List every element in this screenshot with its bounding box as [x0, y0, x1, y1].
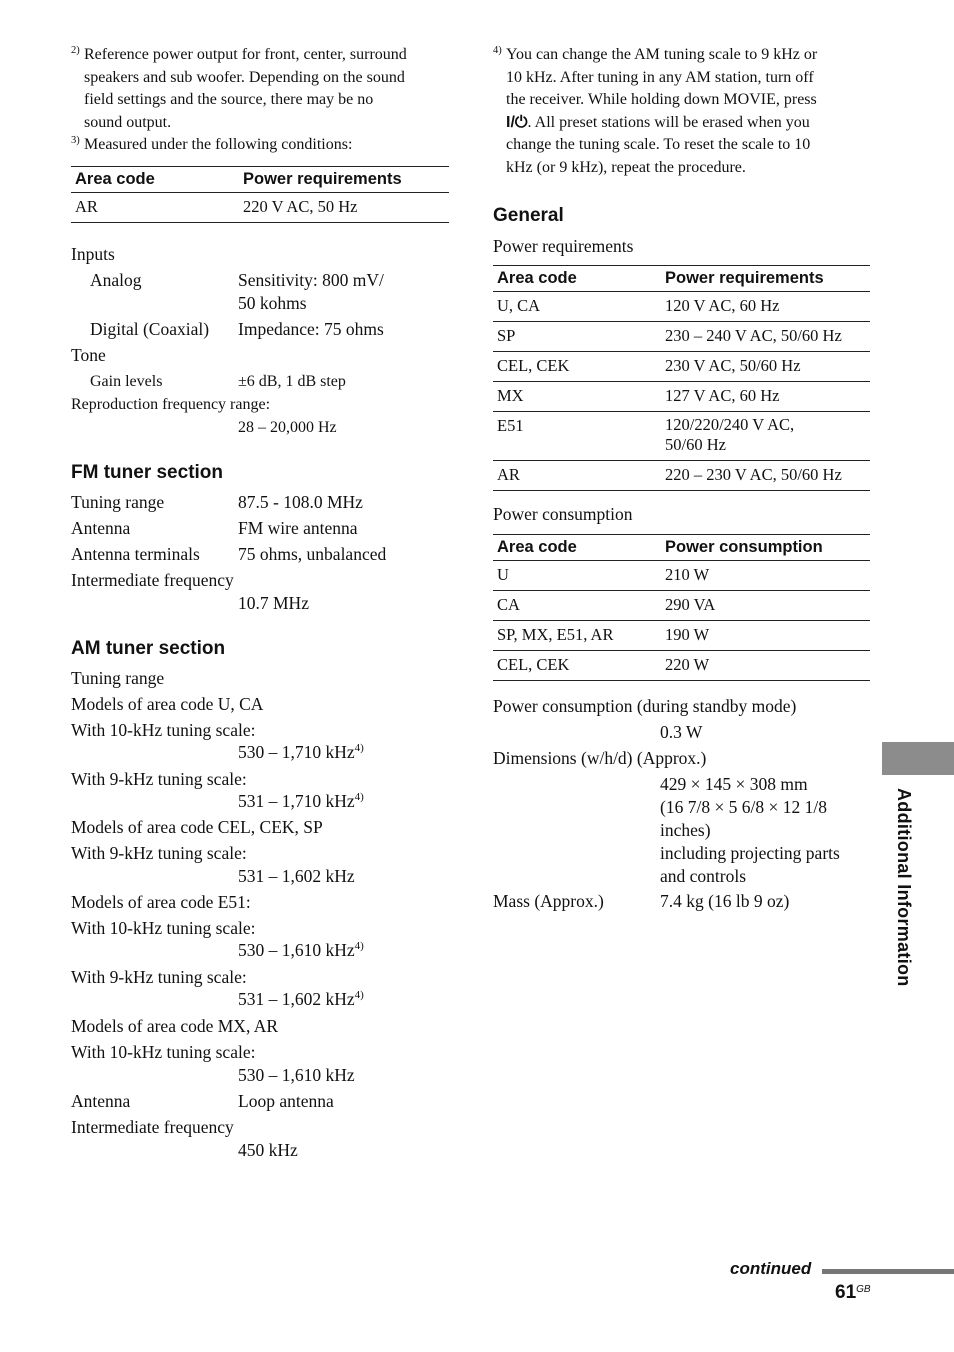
- dims-label: Dimensions (w/h/d) (Approx.): [493, 748, 707, 768]
- spec-value: Impedance: 75 ohms: [238, 319, 384, 339]
- table-cell: MX: [493, 382, 661, 412]
- table-cell: 220 V AC, 50 Hz: [239, 193, 449, 223]
- spec-value: and controls: [660, 866, 747, 886]
- table-row: [493, 382, 870, 412]
- page-number-value: 61: [835, 1282, 857, 1303]
- spec-value: 87.5 - 108.0 MHz: [238, 492, 363, 512]
- spec-value: Sensitivity: 800 mV/: [238, 270, 384, 290]
- am-if-label: Intermediate frequency: [71, 1117, 234, 1137]
- spec-value: 530 – 1,610 kHz: [238, 1065, 355, 1085]
- spec-digital: [71, 318, 449, 341]
- spec-value: 0.3 W: [660, 722, 703, 742]
- spec-label: Antenna terminals: [71, 544, 200, 564]
- table-header: Power consumption: [661, 535, 870, 561]
- spec-value: inches): [660, 820, 711, 840]
- table-row: [493, 461, 870, 491]
- general-heading: General: [493, 205, 564, 226]
- footnote-2-line: speakers and sub woofer. Depending on the sound: [84, 68, 405, 86]
- power-cons-label: Power consumption: [493, 504, 633, 524]
- am-models-cel: Models of area code CEL, CEK, SP: [71, 817, 323, 837]
- footnote-4-text: . All preset stations will be erased when you: [527, 113, 810, 131]
- footnote-ref: 4): [354, 791, 364, 803]
- table-cell: CA: [493, 591, 661, 621]
- footnote-3-text: Measured under the following conditions:: [84, 136, 353, 153]
- standby-label: Power consumption (during standby mode): [493, 696, 797, 716]
- table-cell: E51: [493, 412, 661, 461]
- footnote-ref: 4): [354, 742, 364, 754]
- power-button-icon: I/⏻: [506, 113, 528, 131]
- footnote-2-line: field settings and the source, there may be no: [84, 91, 374, 108]
- table-row: [493, 651, 870, 681]
- table-cell: 120 V AC, 60 Hz: [661, 292, 870, 322]
- spec-analog: [71, 269, 449, 292]
- spec-label: Mass (Approx.): [493, 891, 604, 911]
- footnote-ref: 4): [354, 989, 364, 1001]
- table-cell: U, CA: [493, 292, 661, 322]
- table-cell: 120/220/240 V AC, 50/60 Hz: [661, 412, 870, 461]
- spec-am-antenna: [71, 1090, 449, 1113]
- spec-mass: [493, 890, 870, 913]
- table-cell: U: [493, 561, 661, 591]
- footnote-3: [71, 134, 462, 157]
- am-scale-label: With 10-kHz tuning scale:: [71, 720, 256, 740]
- table-row: [493, 322, 870, 352]
- page-number: [835, 1282, 871, 1304]
- spec-label: Digital (Coaxial): [90, 319, 210, 339]
- am-scale-label: With 9-kHz tuning scale:: [71, 967, 247, 987]
- footnote-4-line: kHz (or 9 kHz), repeat the procedure.: [506, 158, 746, 176]
- footnote-4-line-with-icon: [506, 112, 883, 135]
- table-cell: 220 W: [661, 651, 870, 681]
- table-header: Area code: [493, 535, 661, 561]
- spec-label: Tuning range: [71, 492, 165, 512]
- spec-fm-tuning: [71, 491, 449, 514]
- am-models-uca: Models of area code U, CA: [71, 694, 264, 714]
- table-cell: 230 V AC, 50/60 Hz: [661, 352, 870, 382]
- page-suffix: GB: [856, 1284, 871, 1295]
- inputs-label: Inputs: [71, 244, 115, 264]
- table-cell: SP, MX, E51, AR: [493, 621, 661, 651]
- table-cell: CEL, CEK: [493, 651, 661, 681]
- footnote-4-line: change the tuning scale. To reset the scale to 10: [506, 136, 811, 153]
- footnote-4-line: You can change the AM tuning scale to 9 kHz or: [506, 46, 818, 63]
- section-side-label: Additional Information: [894, 788, 914, 987]
- spec-value: 530 – 1,610 kHz: [238, 940, 355, 960]
- continued-label: continued: [730, 1259, 812, 1278]
- power-cons-table: [493, 534, 870, 681]
- am-tuning-label: Tuning range: [71, 668, 165, 688]
- spec-value: 28 – 20,000 Hz: [238, 419, 337, 436]
- table-row: [71, 193, 449, 223]
- spec-gain: [71, 370, 449, 393]
- spec-label: Analog: [90, 270, 142, 290]
- table-cell: SP: [493, 322, 661, 352]
- tone-label: Tone: [71, 345, 106, 365]
- fm-if-label: Intermediate frequency: [71, 570, 234, 590]
- table-header: Area code: [71, 167, 239, 193]
- table-cell: 210 W: [661, 561, 870, 591]
- table-cell: AR: [493, 461, 661, 491]
- spec-label: Antenna: [71, 1091, 131, 1111]
- table-header: Power requirements: [239, 167, 449, 193]
- spec-value: 531 – 1,710 kHz: [238, 791, 355, 811]
- spec-value: 50 kohms: [238, 293, 307, 313]
- table-row: [493, 352, 870, 382]
- spec-value: 75 ohms, unbalanced: [238, 544, 387, 564]
- table-row: [493, 591, 870, 621]
- table-row: [493, 621, 870, 651]
- am-models-e51: Models of area code E51:: [71, 892, 251, 912]
- spec-fm-terminals: [71, 543, 449, 566]
- am-heading: AM tuner section: [71, 638, 226, 659]
- am-scale-label: With 9-kHz tuning scale:: [71, 769, 247, 789]
- spec-value: FM wire antenna: [238, 518, 358, 538]
- footnote-2-line: Reference power output for front, center, surround: [84, 46, 407, 63]
- table-row: [493, 412, 870, 461]
- spec-label: Antenna: [71, 518, 131, 538]
- am-scale-label: With 10-kHz tuning scale:: [71, 1042, 256, 1062]
- fm-heading: FM tuner section: [71, 462, 224, 483]
- am-scale-label: With 10-kHz tuning scale:: [71, 918, 256, 938]
- footnote-ref: 4): [354, 940, 364, 952]
- footnote-4-line: the receiver. While holding down MOVIE, press: [506, 91, 817, 108]
- spec-value: including projecting parts: [660, 843, 840, 863]
- footnote-4-mark: 4): [493, 45, 502, 56]
- spec-value: Loop antenna: [238, 1091, 334, 1111]
- footnote-3-mark: 3): [71, 135, 80, 146]
- am-models-mx: Models of area code MX, AR: [71, 1016, 279, 1036]
- conditions-table: [71, 166, 449, 223]
- power-req-table: [493, 265, 870, 491]
- am-scale-label: With 9-kHz tuning scale:: [71, 843, 247, 863]
- spec-value: 531 – 1,602 kHz: [238, 866, 355, 886]
- spec-value: 429 × 145 × 308 mm: [660, 774, 808, 794]
- table-cell: 290 VA: [661, 591, 870, 621]
- spec-value: 10.7 MHz: [238, 593, 309, 613]
- spec-value: ±6 dB, 1 dB step: [238, 373, 346, 390]
- table-cell: 127 V AC, 60 Hz: [661, 382, 870, 412]
- spec-value: 530 – 1,710 kHz: [238, 742, 355, 762]
- table-row: [493, 561, 870, 591]
- spec-fm-antenna: [71, 517, 449, 540]
- spec-value: 450 kHz: [238, 1140, 298, 1160]
- spec-value: 531 – 1,602 kHz: [238, 989, 355, 1009]
- table-header: Power requirements: [661, 266, 870, 292]
- table-cell: 190 W: [661, 621, 870, 651]
- continued-rule: [822, 1269, 954, 1274]
- spec-value: (16 7/8 × 5 6/8 × 12 1/8: [660, 797, 828, 817]
- table-cell: CEL, CEK: [493, 352, 661, 382]
- spec-value: 7.4 kg (16 lb 9 oz): [660, 891, 790, 911]
- power-req-label: Power requirements: [493, 236, 634, 256]
- table-cell: 230 – 240 V AC, 50/60 Hz: [661, 322, 870, 352]
- table-cell: AR: [71, 193, 239, 223]
- footnote-4: [493, 44, 883, 179]
- table-header: Area code: [493, 266, 661, 292]
- footnote-2-line: sound output.: [84, 113, 172, 131]
- footnote-2: [71, 44, 462, 134]
- section-tab-marker: [882, 742, 954, 775]
- table-cell: 220 – 230 V AC, 50/60 Hz: [661, 461, 870, 491]
- table-row: [493, 292, 870, 322]
- repro-label: Reproduction frequency range:: [71, 396, 271, 413]
- spec-label: Gain levels: [90, 373, 163, 390]
- footnote-4-line: 10 kHz. After tuning in any AM station, turn off: [506, 68, 814, 86]
- footnote-2-mark: 2): [71, 45, 80, 56]
